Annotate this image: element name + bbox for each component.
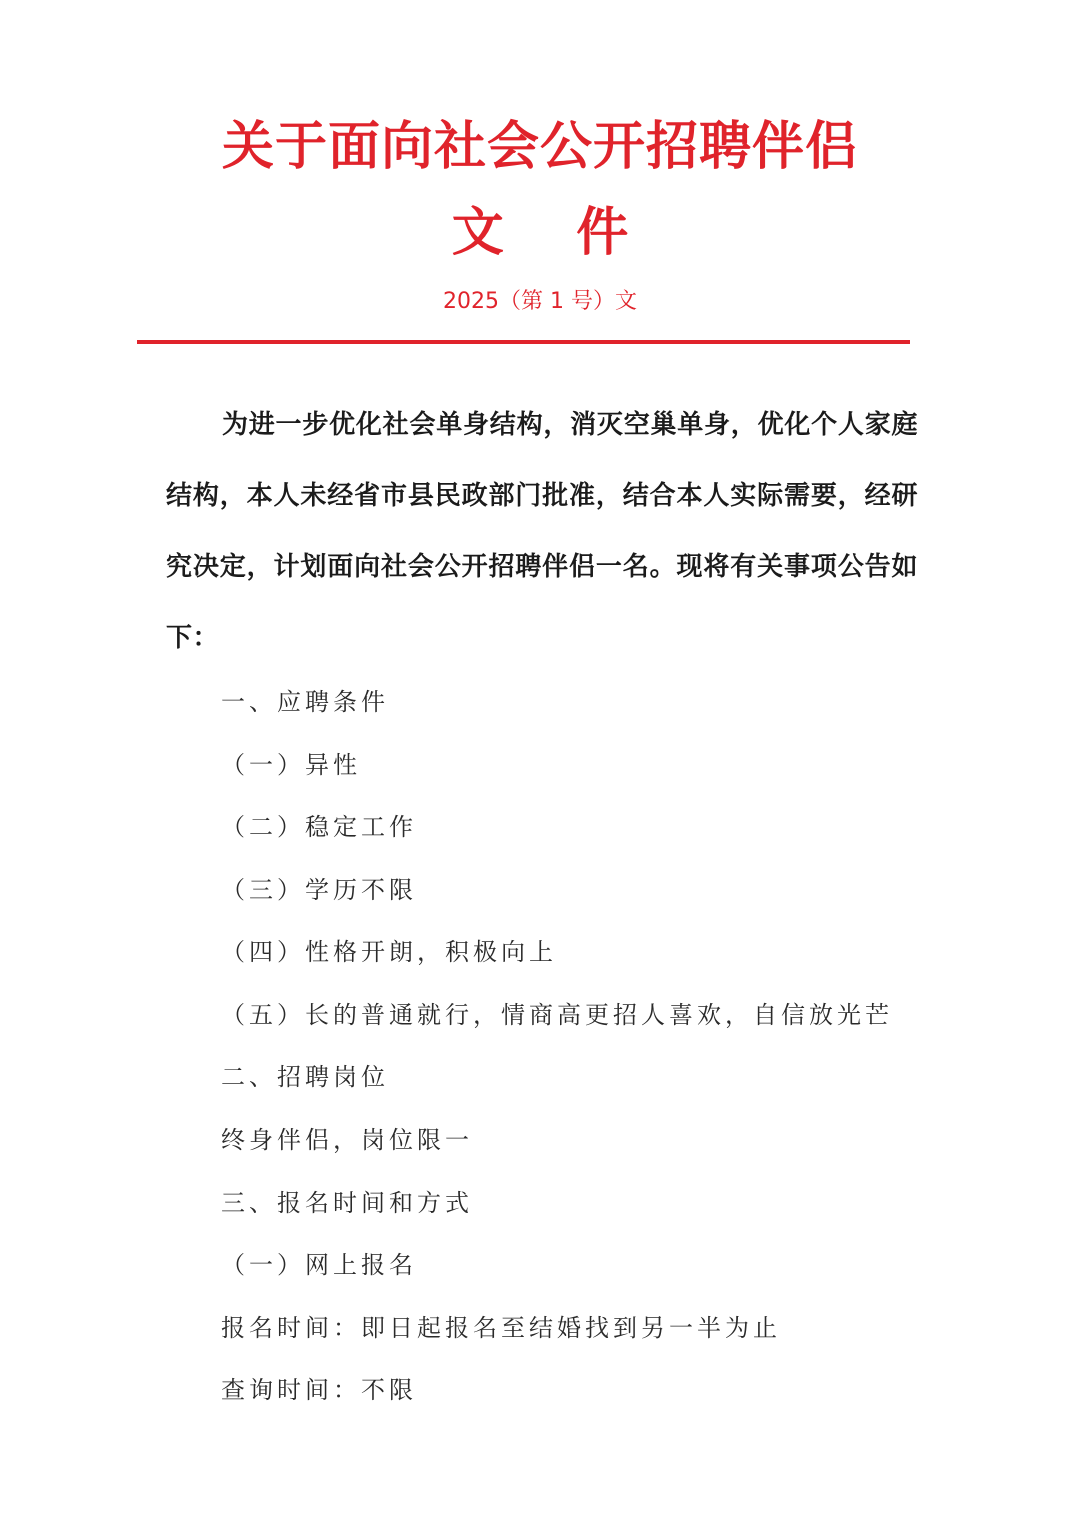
condition-item: （一）异性 [221, 751, 361, 779]
query-time: 查询时间：不限 [221, 1376, 417, 1404]
condition-item: （二）稳定工作 [221, 813, 417, 841]
header-divider [137, 340, 910, 344]
registration-time: 报名时间：即日起报名至结婚找到另一半为止 [221, 1314, 781, 1342]
condition-item: （五）长的普通就行，情商高更招人喜欢，自信放光芒 [221, 1001, 893, 1029]
condition-item: （四）性格开朗，积极向上 [221, 938, 557, 966]
registration-method: （一）网上报名 [221, 1251, 417, 1279]
position-description: 终身伴侣，岗位限一 [221, 1126, 473, 1154]
document-title: 关于面向社会公开招聘伴侣 [221, 116, 858, 177]
document-number: 2025（第 1 号）文 [443, 289, 637, 314]
section-heading-registration: 三、报名时间和方式 [221, 1189, 473, 1217]
condition-item: （三）学历不限 [221, 876, 417, 904]
document-title-subtitle: 文 件 [451, 202, 629, 263]
intro-paragraph: 为进一步优化社会单身结构，消灭空巢单身，优化个人家庭结构，本人未经省市县民政部门批准，结合本人实际需要，经研究决定，计划面向社会公开招聘伴侣一名。现将有关事项公告如下： [166, 410, 918, 653]
section-heading-conditions: 一、应聘条件 [221, 688, 389, 716]
section-heading-position: 二、招聘岗位 [221, 1063, 389, 1091]
